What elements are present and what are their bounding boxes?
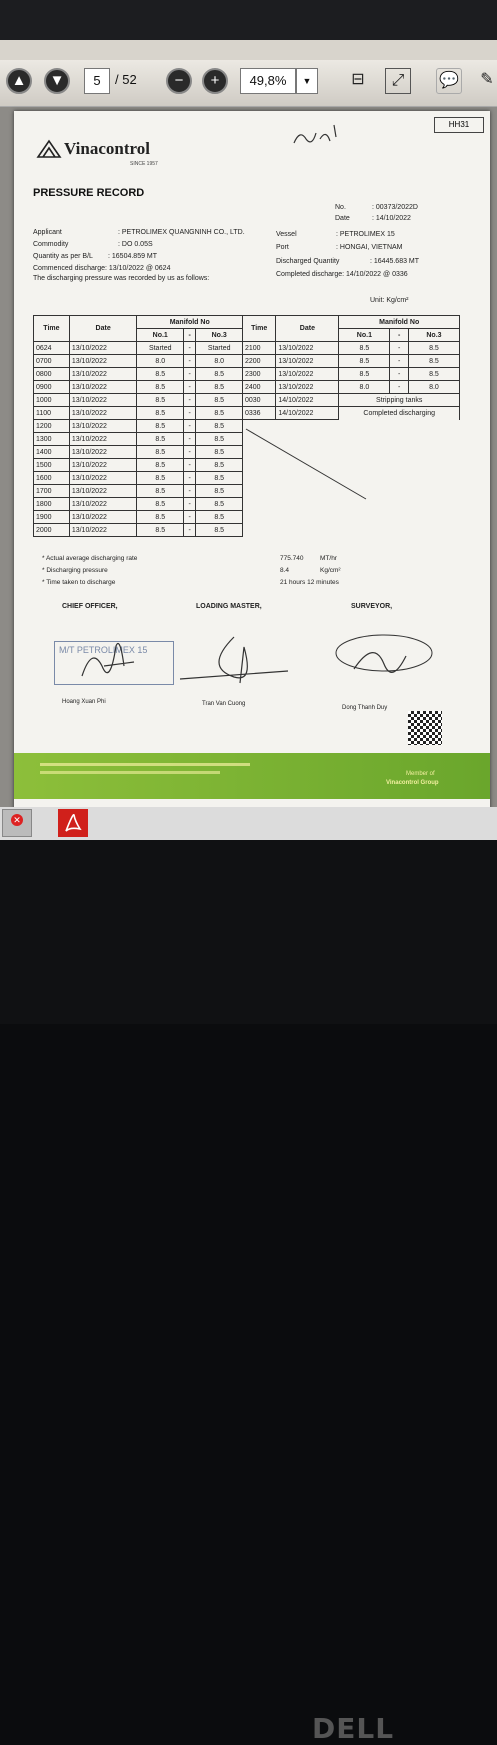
page-total-label: / 52: [115, 72, 137, 87]
col-dash: -: [184, 329, 196, 342]
page-title: PRESSURE RECORD: [33, 187, 145, 199]
summary-label: * Actual average discharging rate: [42, 555, 138, 562]
company-logo: Vinacontrol: [64, 139, 150, 158]
table-row: [34, 381, 243, 394]
table-cell: 8.5: [408, 342, 459, 355]
commodity-value: : DO 0.05S: [118, 241, 153, 248]
table-cell: 8.5: [196, 433, 243, 446]
table-cell: 13/10/2022: [69, 472, 137, 485]
pressure-table-left: [33, 315, 243, 537]
app-close-icon[interactable]: ✕: [2, 809, 32, 837]
table-cell: 8.5: [196, 524, 243, 537]
table-row: [34, 459, 243, 472]
table-cell: 2000: [34, 524, 70, 537]
table-cell: -: [390, 355, 409, 368]
table-cell: 8.5: [137, 511, 184, 524]
table-cell: -: [390, 342, 409, 355]
table-cell: 1300: [34, 433, 70, 446]
monitor-bezel: [0, 840, 497, 1745]
table-cell: -: [184, 472, 196, 485]
table-row: [243, 368, 460, 381]
table-cell: 8.5: [137, 381, 184, 394]
table-cell: -: [184, 381, 196, 394]
unit-label: Unit: Kg/cm²: [370, 297, 409, 304]
table-cell: -: [184, 498, 196, 511]
table-cell: 8.5: [408, 368, 459, 381]
table-cell: 13/10/2022: [276, 342, 339, 355]
footer-address-line: [40, 763, 250, 766]
table-cell: 8.5: [137, 524, 184, 537]
table-cell: 8.5: [408, 355, 459, 368]
col-time: Time: [34, 316, 70, 342]
table-cell: 8.5: [339, 368, 390, 381]
table-cell: 1000: [34, 394, 70, 407]
table-cell: Started: [196, 342, 243, 355]
table-cell: 8.5: [196, 459, 243, 472]
table-cell: -: [184, 511, 196, 524]
table-cell: 8.5: [137, 498, 184, 511]
loading-master-label: LOADING MASTER,: [196, 603, 262, 610]
table-cell: 13/10/2022: [69, 394, 137, 407]
table-row: [34, 511, 243, 524]
table-cell: 8.5: [137, 394, 184, 407]
document-code: HH31: [434, 117, 484, 133]
table-cell: Started: [137, 342, 184, 355]
pdf-reader-icon[interactable]: [58, 809, 88, 837]
taskbar: [0, 807, 497, 840]
qr-code: [408, 711, 442, 745]
loading-master-name: Tran Van Cuong: [202, 701, 246, 707]
table-cell: -: [184, 433, 196, 446]
previous-page-button[interactable]: ▲: [6, 68, 32, 94]
table-cell: 0336: [243, 407, 276, 420]
table-cell: 8.5: [137, 472, 184, 485]
discharged-value: : 16445.683 MT: [370, 258, 420, 265]
table-cell: -: [184, 420, 196, 433]
table-cell: -: [184, 446, 196, 459]
table-cell: 13/10/2022: [276, 368, 339, 381]
table-cell: 1900: [34, 511, 70, 524]
table-cell: 1200: [34, 420, 70, 433]
summary-value: 21 hours 12 minutes: [280, 579, 339, 586]
loading-master-signature: [174, 631, 294, 691]
table-cell: Completed discharging: [339, 407, 460, 420]
zoom-in-button[interactable]: +: [202, 68, 228, 94]
table-cell: 13/10/2022: [69, 446, 137, 459]
date-value: : 14/10/2022: [372, 215, 411, 222]
table-row: [34, 368, 243, 381]
table-row: [34, 394, 243, 407]
summary-label: * Discharging pressure: [42, 567, 108, 574]
table-row: [34, 498, 243, 511]
chief-name: Hoang Xuan Phi: [62, 699, 106, 705]
table-cell: 13/10/2022: [69, 355, 137, 368]
document-viewport[interactable]: [0, 107, 497, 807]
stamp-text: M/T PETROLIMEX 15: [59, 645, 148, 655]
table-cell: 0900: [34, 381, 70, 394]
table-row: [34, 355, 243, 368]
monitor-top-bezel: [0, 0, 497, 40]
applicant-label: Applicant: [33, 229, 62, 236]
table-cell: 8.5: [196, 407, 243, 420]
table-cell: 13/10/2022: [69, 524, 137, 537]
table-row: [243, 394, 460, 407]
table-cell: 0800: [34, 368, 70, 381]
completed-text: Completed discharge: 14/10/2022 @ 0336: [276, 271, 408, 278]
table-cell: 8.5: [196, 420, 243, 433]
chief-officer-label: CHIEF OFFICER,: [62, 603, 118, 610]
table-cell: 8.5: [196, 472, 243, 485]
table-cell: -: [184, 342, 196, 355]
pdf-toolbar: [0, 60, 497, 107]
summary-label: * Time taken to discharge: [42, 579, 116, 586]
table-cell: 2400: [243, 381, 276, 394]
table-cell: 8.5: [196, 498, 243, 511]
footer-group: Vinacontrol Group: [386, 780, 439, 786]
next-page-button[interactable]: ▼: [44, 68, 70, 94]
surveyor-name: Dong Thanh Duy: [342, 705, 388, 711]
table-row: [243, 342, 460, 355]
table-cell: 13/10/2022: [69, 342, 137, 355]
table-row: [34, 342, 243, 355]
table-cell: -: [184, 459, 196, 472]
table-cell: -: [390, 368, 409, 381]
table-cell: 8.5: [339, 342, 390, 355]
summary-value: 8.4: [280, 567, 290, 574]
table-cell: 1100: [34, 407, 70, 420]
strike-line: [242, 423, 372, 503]
table-cell: 8.5: [196, 446, 243, 459]
no-value: : 00373/2022D: [372, 204, 418, 211]
table-cell: 14/10/2022: [276, 394, 339, 407]
table-cell: 8.5: [137, 368, 184, 381]
table-cell: 8.5: [137, 446, 184, 459]
commodity-label: Commodity: [33, 241, 69, 248]
port-label: Port: [276, 244, 289, 251]
col-no3: No.3: [196, 329, 243, 342]
table-cell: 8.0: [339, 381, 390, 394]
logo-since: SINCE 1957: [130, 161, 158, 167]
pressure-table-right: [242, 315, 460, 420]
screen: [0, 40, 497, 840]
col-manifold: Manifold No: [339, 316, 460, 329]
table-cell: 8.5: [137, 433, 184, 446]
date-label: Date: [335, 215, 350, 222]
table-cell: 2300: [243, 368, 276, 381]
table-cell: 0624: [34, 342, 70, 355]
table-cell: 8.5: [137, 407, 184, 420]
col-date: Date: [276, 316, 339, 342]
discharged-label: Discharged Quantity: [276, 258, 340, 265]
table-row: [34, 446, 243, 459]
footer-contact-line: [40, 771, 220, 774]
table-cell: 1600: [34, 472, 70, 485]
table-cell: 8.5: [196, 394, 243, 407]
table-cell: 13/10/2022: [69, 433, 137, 446]
table-row: [34, 420, 243, 433]
table-cell: 8.5: [339, 355, 390, 368]
table-cell: -: [184, 355, 196, 368]
table-cell: 0030: [243, 394, 276, 407]
monitor-brand-logo: DELL: [312, 1712, 395, 1745]
table-cell: 8.5: [196, 368, 243, 381]
commenced-text: Commenced discharge: 13/10/2022 @ 0624: [33, 265, 171, 272]
table-cell: 14/10/2022: [276, 407, 339, 420]
table-row: [34, 485, 243, 498]
table-row: [34, 433, 243, 446]
vessel-value: : PETROLIMEX 15: [336, 231, 395, 238]
col-no1: No.1: [137, 329, 184, 342]
table-cell: 13/10/2022: [69, 420, 137, 433]
applicant-value: : PETROLIMEX QUANGNINH CO., LTD.: [118, 229, 245, 236]
footer-bar: [14, 753, 490, 799]
col-time: Time: [243, 316, 276, 342]
table-cell: 13/10/2022: [69, 485, 137, 498]
table-row: [243, 407, 460, 420]
col-no1: No.1: [339, 329, 390, 342]
quantity-label: Quantity as per B/L: [33, 253, 93, 260]
table-cell: 13/10/2022: [69, 498, 137, 511]
col-manifold: Manifold No: [137, 316, 243, 329]
surveyor-signature: [314, 629, 444, 689]
vessel-label: Vessel: [276, 231, 297, 238]
table-row: [34, 407, 243, 420]
table-cell: 8.5: [137, 459, 184, 472]
table-cell: 13/10/2022: [69, 381, 137, 394]
quantity-value: : 16504.859 MT: [108, 253, 158, 260]
summary-unit: MT/hr: [320, 555, 337, 562]
table-cell: 8.0: [137, 355, 184, 368]
table-cell: 13/10/2022: [276, 381, 339, 394]
table-cell: Stripping tanks: [339, 394, 460, 407]
chief-signature: [74, 636, 154, 686]
table-cell: -: [184, 407, 196, 420]
table-cell: -: [390, 381, 409, 394]
handwritten-note-icon: [286, 121, 346, 151]
pdf-page: [14, 111, 490, 811]
table-cell: 8.5: [137, 485, 184, 498]
table-cell: 13/10/2022: [69, 511, 137, 524]
comment-icon[interactable]: 💬: [436, 68, 462, 94]
table-cell: 13/10/2022: [69, 368, 137, 381]
table-cell: 13/10/2022: [69, 459, 137, 472]
table-cell: 2200: [243, 355, 276, 368]
table-row: [243, 381, 460, 394]
table-cell: 0700: [34, 355, 70, 368]
chevron-down-icon[interactable]: ▼: [296, 68, 318, 94]
table-cell: 13/10/2022: [69, 407, 137, 420]
table-cell: 1700: [34, 485, 70, 498]
table-cell: -: [184, 368, 196, 381]
zoom-level-input[interactable]: 49,8%: [240, 68, 296, 94]
table-cell: 1800: [34, 498, 70, 511]
summary-value: 775.740: [280, 555, 304, 562]
table-cell: 13/10/2022: [276, 355, 339, 368]
zoom-out-button[interactable]: −: [166, 68, 192, 94]
col-dash: -: [390, 329, 409, 342]
table-cell: 1400: [34, 446, 70, 459]
col-no3: No.3: [408, 329, 459, 342]
table-cell: 8.5: [137, 420, 184, 433]
fit-page-icon[interactable]: ⊟: [351, 71, 365, 88]
no-label: No.: [335, 204, 346, 211]
summary-unit: Kg/cm²: [320, 567, 341, 574]
table-cell: -: [184, 485, 196, 498]
table-cell: 8.5: [196, 485, 243, 498]
vinacontrol-logo-icon: [36, 139, 62, 159]
table-cell: 8.5: [196, 511, 243, 524]
port-value: : HONGAI, VIETNAM: [336, 244, 403, 251]
page-number-input[interactable]: 5: [84, 68, 110, 94]
table-row: [34, 472, 243, 485]
table-row: [34, 524, 243, 537]
highlight-icon[interactable]: ✎: [480, 71, 494, 88]
table-cell: 8.0: [196, 355, 243, 368]
table-cell: -: [184, 394, 196, 407]
table-cell: 8.0: [408, 381, 459, 394]
col-date: Date: [69, 316, 137, 342]
footer-member: Member of: [406, 771, 435, 777]
table-cell: -: [184, 524, 196, 537]
table-cell: 8.5: [196, 381, 243, 394]
pressure-note: The discharging pressure was recorded by us as follows:: [33, 275, 210, 282]
table-cell: 1500: [34, 459, 70, 472]
table-row: [243, 355, 460, 368]
table-cell: 2100: [243, 342, 276, 355]
fit-width-icon[interactable]: ⤢: [385, 68, 411, 94]
surveyor-label: SURVEYOR,: [351, 603, 393, 610]
